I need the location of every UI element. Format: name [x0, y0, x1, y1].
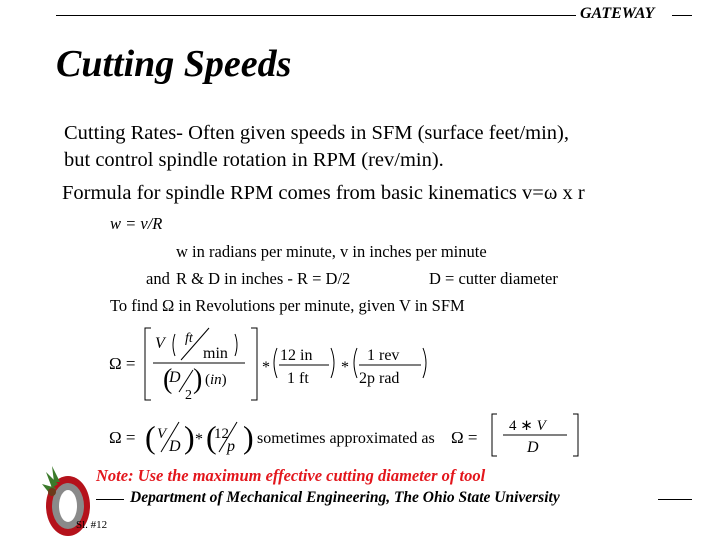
svg-text:*: * [195, 431, 203, 448]
svg-text:Ω =: Ω = [109, 354, 136, 373]
svg-text:Ω =: Ω = [451, 428, 478, 447]
svg-text:(: ( [163, 364, 173, 395]
omega-formula [105, 320, 445, 406]
frac-12-in: 12 in [280, 347, 313, 364]
eq-omega-def: w = v/R [110, 214, 163, 233]
frac-2p-rad: 2p rad [359, 370, 400, 387]
body-line-1: Cutting Rates- Often given speeds in SFM (surface feet/min), [64, 122, 569, 144]
note-text: Note: Use the maximum effective cutting diameter of tool [96, 466, 486, 485]
svg-text:ft: ft [185, 331, 193, 346]
approx-formula [105, 410, 595, 460]
svg-text:(in): (in) [205, 372, 227, 388]
footer-department: Department of Mechanical Engineering, The Ohio State University [130, 489, 560, 506]
svg-text:): ) [243, 419, 254, 455]
frac-1-rev: 1 rev [367, 347, 400, 364]
svg-text:12: 12 [214, 426, 229, 442]
footer-rule-right [658, 499, 692, 500]
svg-text:V: V [155, 335, 165, 352]
svg-text:D: D [169, 438, 181, 455]
slide-number: Sl. #12 [76, 519, 108, 531]
sometimes-text: sometimes approximated as [257, 430, 435, 447]
svg-text:D: D [169, 369, 181, 386]
eq-radius: R & D in inches - R = D/2 [176, 269, 351, 288]
svg-text:(: ( [206, 419, 217, 455]
eq-and: and [146, 269, 170, 288]
eq-to-find: To find Ω in Revolutions per minute, given V in SFM [110, 296, 465, 315]
header-rule-left [56, 15, 576, 16]
svg-text:V: V [157, 426, 167, 442]
svg-text:): ) [193, 364, 203, 395]
header-rule-right [672, 15, 692, 16]
body-line-2: but control spindle rotation in RPM (rev/min). [64, 149, 444, 171]
body-line-3: Formula for spindle RPM comes from basic kinematics v=ω x r [62, 182, 585, 204]
svg-text:*: * [262, 359, 270, 376]
eq-units: w in radians per minute, v in inches per minute [176, 242, 487, 261]
svg-text:Ω =: Ω = [109, 428, 136, 447]
slide-title: Cutting Speeds [56, 43, 292, 85]
svg-text:4 ∗ V: 4 ∗ V [509, 418, 546, 434]
svg-text:(: ( [145, 419, 156, 455]
frac-1-ft: 1 ft [287, 370, 309, 387]
svg-text:*: * [341, 359, 349, 376]
footer-rule-left [96, 499, 124, 500]
eq-diameter: D = cutter diameter [429, 269, 558, 288]
gateway-label: GATEWAY [580, 5, 655, 22]
svg-text:p: p [227, 438, 235, 455]
svg-text:D: D [527, 439, 539, 456]
svg-text:min: min [203, 345, 228, 362]
svg-text:2: 2 [185, 388, 192, 403]
svg-text:): ) [184, 419, 195, 455]
